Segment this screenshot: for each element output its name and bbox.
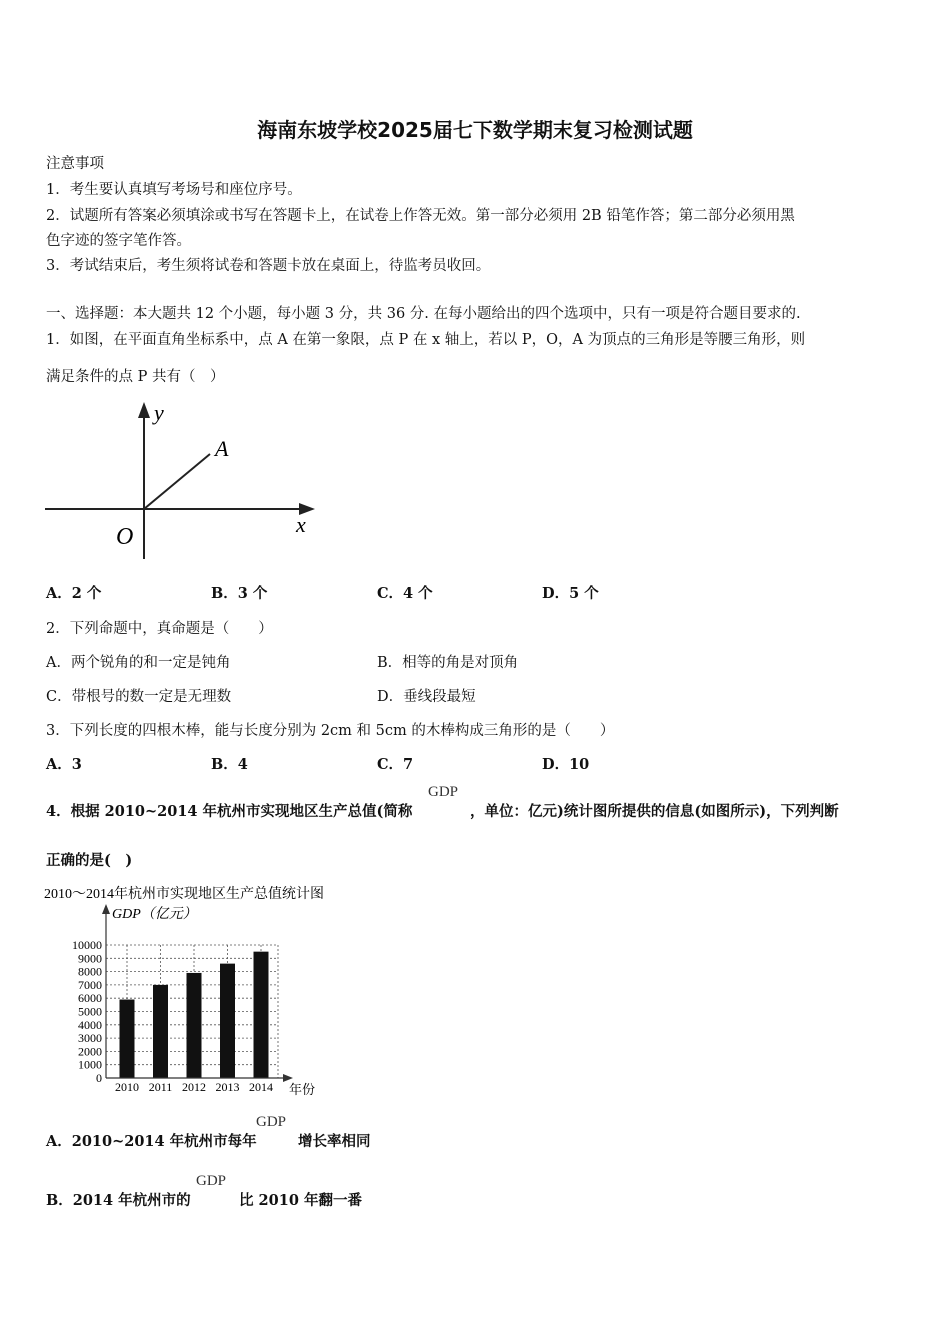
q2-option-c: C．带根号的数一定是无理数 (46, 689, 232, 705)
chart-bar-2013 (220, 964, 235, 1078)
q1-option-a: A．2 个 (46, 585, 102, 602)
chart-bar-2014 (254, 952, 269, 1078)
q1-stem-cont: 满足条件的点 P 共有（ ） (46, 369, 225, 385)
q4-option-a: A．2010~2014 年杭州市每年 (46, 1133, 257, 1150)
chart-y-tick-label: 9000 (78, 951, 102, 966)
q4-option-a-rest: 增长率相同 (298, 1133, 371, 1150)
q4-stem: 4．根据 2010~2014 年杭州市实现地区生产总值(简称 (46, 803, 413, 820)
notice-item: 1．考生要认真填写考场号和座位序号。 (46, 182, 302, 198)
q3-option-b: B．4 (211, 756, 248, 773)
chart-y-arrow (102, 904, 110, 914)
q1-option-c: C．4 个 (377, 585, 433, 602)
chart-x-tick-label: 2013 (215, 1080, 240, 1094)
y-label: y (154, 400, 164, 425)
chart-bar-2012 (187, 973, 202, 1078)
y-axis-arrow (138, 402, 150, 418)
chart-bar-2011 (153, 985, 168, 1078)
notice-item: 3．考试结束后，考生须将试卷和答题卡放在桌面上，待监考员收回。 (46, 258, 491, 274)
q4-stem-cont: 正确的是( ) (46, 852, 133, 869)
chart-y-tick-label: 0 (96, 1071, 102, 1085)
chart-y-tick-label: 3000 (78, 1031, 102, 1046)
q2-option-a: A．两个锐角的和一定是钝角 (46, 655, 231, 671)
notice-item: 色字迹的签字笔作答。 (46, 233, 191, 249)
q1-stem: 1．如图，在平面直角坐标系中，点 A 在第一象限，点 P 在 x 轴上，若以 P，O，A 为顶点的三角形是等腰三角形，则 (46, 332, 806, 348)
q4-option-b: B．2014 年杭州市的 (46, 1192, 191, 1209)
gdp-term: GDP (428, 784, 459, 800)
q4-stem-rest: ，单位：亿元)统计图所提供的信息(如图所示)，下列判断 (470, 803, 839, 820)
chart-y-tick-label: 4000 (78, 1017, 102, 1032)
chart-title: 2010～2014年杭州市实现地区生产总值统计图 (44, 887, 324, 902)
chart-y-tick-label: 7000 (78, 977, 102, 992)
chart-y-tick-label: 6000 (78, 991, 102, 1006)
q1-option-d: D．5 个 (542, 585, 599, 602)
gdp-term: GDP (256, 1114, 287, 1130)
page-title: 海南东坡学校2025届七下数学期末复习检测试题 (257, 118, 693, 142)
section-heading: 一、选择题：本大题共 12 个小题，每小题 3 分，共 36 分. 在每小题给出的四个选项中，只有一项是符合题目要求的. (46, 306, 801, 322)
chart-y-tick-label: 1000 (78, 1057, 102, 1072)
notice-item: 2．试题所有答案必须填涂或书写在答题卡上，在试卷上作答无效。第一部分必须用 2B 铅笔作答；第二部分必须用黑 (46, 208, 795, 224)
q3-option-d: D．10 (542, 756, 590, 773)
chart-y-tick-label: 8000 (78, 964, 102, 979)
notice-heading: 注意事项 (46, 156, 104, 172)
segment-oa (144, 454, 210, 509)
q1-option-b: B．3 个 (211, 585, 268, 602)
gdp-term: GDP (196, 1173, 227, 1189)
chart-y-tick-label: 10000 (72, 938, 102, 952)
chart-x-tick-label: 2011 (148, 1080, 173, 1094)
chart-y-axis-label: GDP（亿元） (112, 907, 197, 922)
q3-stem: 3．下列长度的四根木棒，能与长度分别为 2cm 和 5cm 的木棒构成三角形的是（ ） (46, 723, 615, 739)
chart-x-tick-label: 2014 (249, 1080, 273, 1094)
q2-option-b: B．相等的角是对顶角 (377, 655, 519, 671)
q3-option-c: C．7 (377, 756, 414, 773)
q2-stem: 2．下列命题中，真命题是（ ） (46, 621, 273, 637)
point-a-label: A (215, 436, 229, 461)
chart-y-tick-label: 5000 (78, 1004, 102, 1019)
x-label: x (296, 512, 306, 537)
chart-x-tick-label: 2010 (115, 1080, 139, 1094)
origin-label: O (116, 524, 134, 550)
chart-x-tick-label: 2012 (182, 1080, 206, 1094)
q1-figure (40, 392, 330, 567)
chart-x-arrow (283, 1074, 293, 1082)
q2-option-d: D．垂线段最短 (377, 689, 476, 705)
gdp-bar-chart (40, 878, 360, 1103)
chart-x-axis-label: 年份 (289, 1082, 316, 1097)
chart-bar-2010 (120, 1000, 135, 1078)
q3-option-a: A．3 (46, 756, 82, 773)
q4-option-b-rest: 比 2010 年翻一番 (239, 1192, 362, 1209)
chart-y-tick-label: 2000 (78, 1044, 102, 1059)
